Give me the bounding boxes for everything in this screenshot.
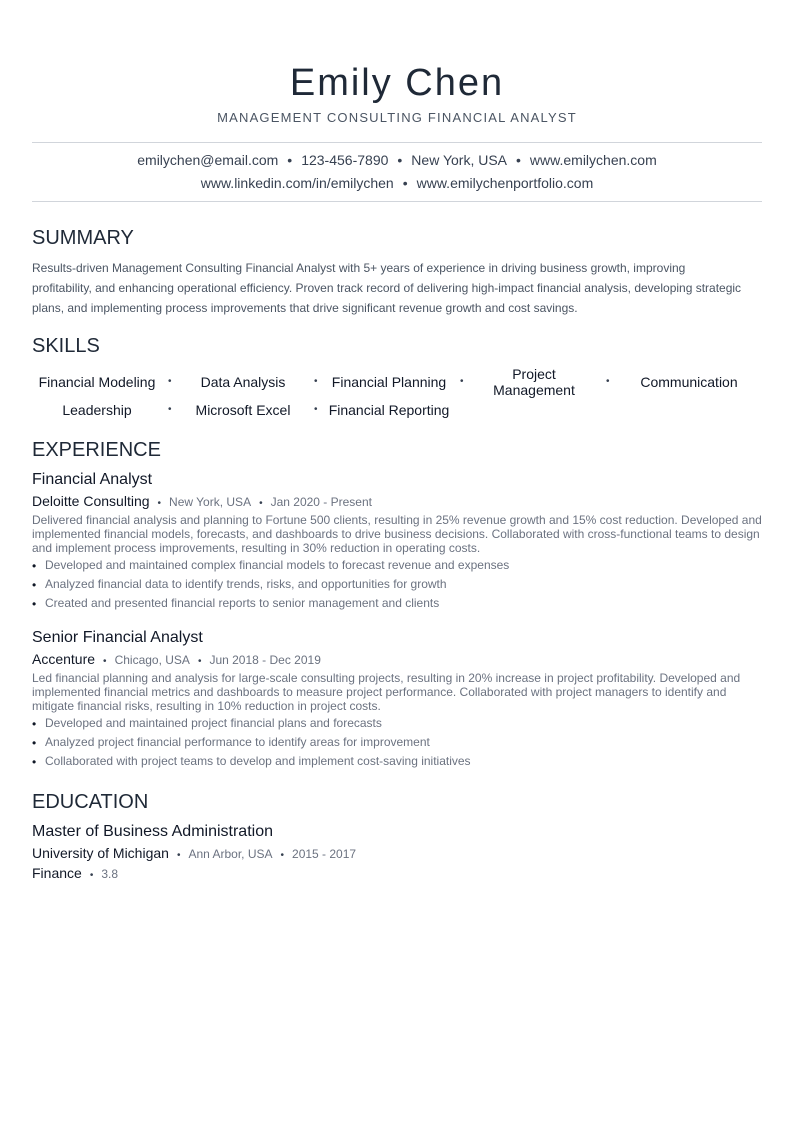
header-divider-top — [32, 142, 762, 143]
job-company-line: Deloitte Consulting • New York, USA • Jan 2020 - Present — [32, 493, 372, 509]
school-dates: 2015 - 2017 — [292, 847, 357, 861]
education-heading: EDUCATION — [32, 791, 149, 813]
list-item: • Developed and maintained project financial plans and forecasts — [32, 714, 762, 733]
summary-heading: SUMMARY — [32, 227, 134, 249]
phone-number: 123-456-7890 — [301, 152, 389, 168]
degree-title: Master of Business Administration — [32, 823, 273, 840]
company-name: Accenture — [32, 651, 96, 667]
job-company-line: Accenture • Chicago, USA • Jun 2018 - Dec 2019 — [32, 651, 321, 667]
skill-item: Project Management — [493, 366, 575, 398]
contact-line-1: emilychen@email.com • 123-456-7890 • New York, USA • www.emilychen.com — [137, 152, 657, 168]
location-text: New York, USA — [411, 152, 508, 168]
candidate-title: MANAGEMENT CONSULTING FINANCIAL ANALYST — [217, 110, 577, 125]
list-item: • Analyzed project financial performance to identify areas for improvement — [32, 733, 762, 752]
skill-item: Microsoft Excel — [195, 402, 291, 418]
job-description: Delivered financial analysis and planning to Fortune 500 clients, resulting in 25% revenue growth and 15% cost reduction. Developed and implemented financial models, forecasts, and dashboards to drive business decisions. Collaborated with cross-functional teams to design and implement process improvements, resulting in 30% reduction in operating costs. — [32, 513, 762, 555]
skill-separator: • — [168, 376, 172, 387]
job-location: Chicago, USA — [114, 653, 190, 667]
job-dates: Jun 2018 - Dec 2019 — [209, 653, 321, 667]
contact-line-2: www.linkedin.com/in/emilychen • www.emilychenportfolio.com — [200, 175, 594, 191]
summary-text: Results-driven Management Consulting Financial Analyst with 5+ years of experience in driving business growth, improving profitability, and enhancing operational efficiency. Proven track record of delivering high-impact financial analysis, developing strategic plans, and implementing process improvements that drive significant revenue growth and cost savings. — [32, 261, 742, 315]
job-location: New York, USA — [169, 495, 252, 509]
job-bullet-list — [32, 556, 762, 613]
experience-heading: EXPERIENCE — [32, 439, 161, 461]
school-location: Ann Arbor, USA — [188, 847, 273, 861]
skill-item: Financial Reporting — [328, 402, 450, 418]
skill-item: Data Analysis — [200, 374, 286, 390]
skill-separator: • — [606, 376, 610, 387]
job-description: Led financial planning and analysis for large-scale consulting projects, resulting in 20% increase in project profitability. Developed and implemented financial metrics and dashboards to measure project performance. Collaborated with project managers to identify and mitigate financial risks, resulting in 10% reduction in project costs. — [32, 671, 741, 713]
linkedin-link[interactable]: www.linkedin.com/in/emilychen — [200, 175, 394, 191]
skill-separator: • — [460, 376, 464, 387]
portfolio-link[interactable]: www.emilychenportfolio.com — [416, 175, 594, 191]
list-item: • Created and presented financial reports to senior management and clients — [32, 594, 762, 613]
job-title: Financial Analyst — [32, 471, 153, 488]
list-item: • Developed and maintained complex financial models to forecast revenue and expenses — [32, 556, 762, 575]
header-divider-bottom — [32, 201, 762, 202]
field-line: Finance • 3.8 — [32, 865, 119, 881]
skill-separator: • — [314, 376, 318, 387]
company-name: Deloitte Consulting — [32, 493, 150, 509]
job-bullet-list — [32, 714, 762, 771]
skill-item: Financial Modeling — [38, 374, 156, 390]
list-item: • Collaborated with project teams to develop and implement cost-saving initiatives — [32, 752, 762, 771]
email-link[interactable]: emilychen@email.com — [137, 152, 279, 168]
skill-separator: • — [168, 404, 172, 415]
skill-separator: • — [314, 404, 318, 415]
skill-item: Financial Planning — [331, 374, 447, 390]
skill-item: Communication — [640, 374, 738, 390]
skill-item: Leadership — [62, 402, 132, 418]
school-line: University of Michigan • Ann Arbor, USA • 2015 - 2017 — [32, 845, 357, 861]
skills-heading: SKILLS — [32, 335, 100, 357]
candidate-name: Emily Chen — [289, 62, 505, 104]
website-link[interactable]: www.emilychen.com — [529, 152, 657, 168]
field-of-study: Finance — [32, 865, 82, 881]
job-title: Senior Financial Analyst — [32, 629, 203, 646]
gpa-value: 3.8 — [101, 867, 119, 881]
list-item: • Analyzed financial data to identify trends, risks, and opportunities for growth — [32, 575, 762, 594]
school-name: University of Michigan — [32, 845, 169, 861]
job-dates: Jan 2020 - Present — [270, 495, 372, 509]
